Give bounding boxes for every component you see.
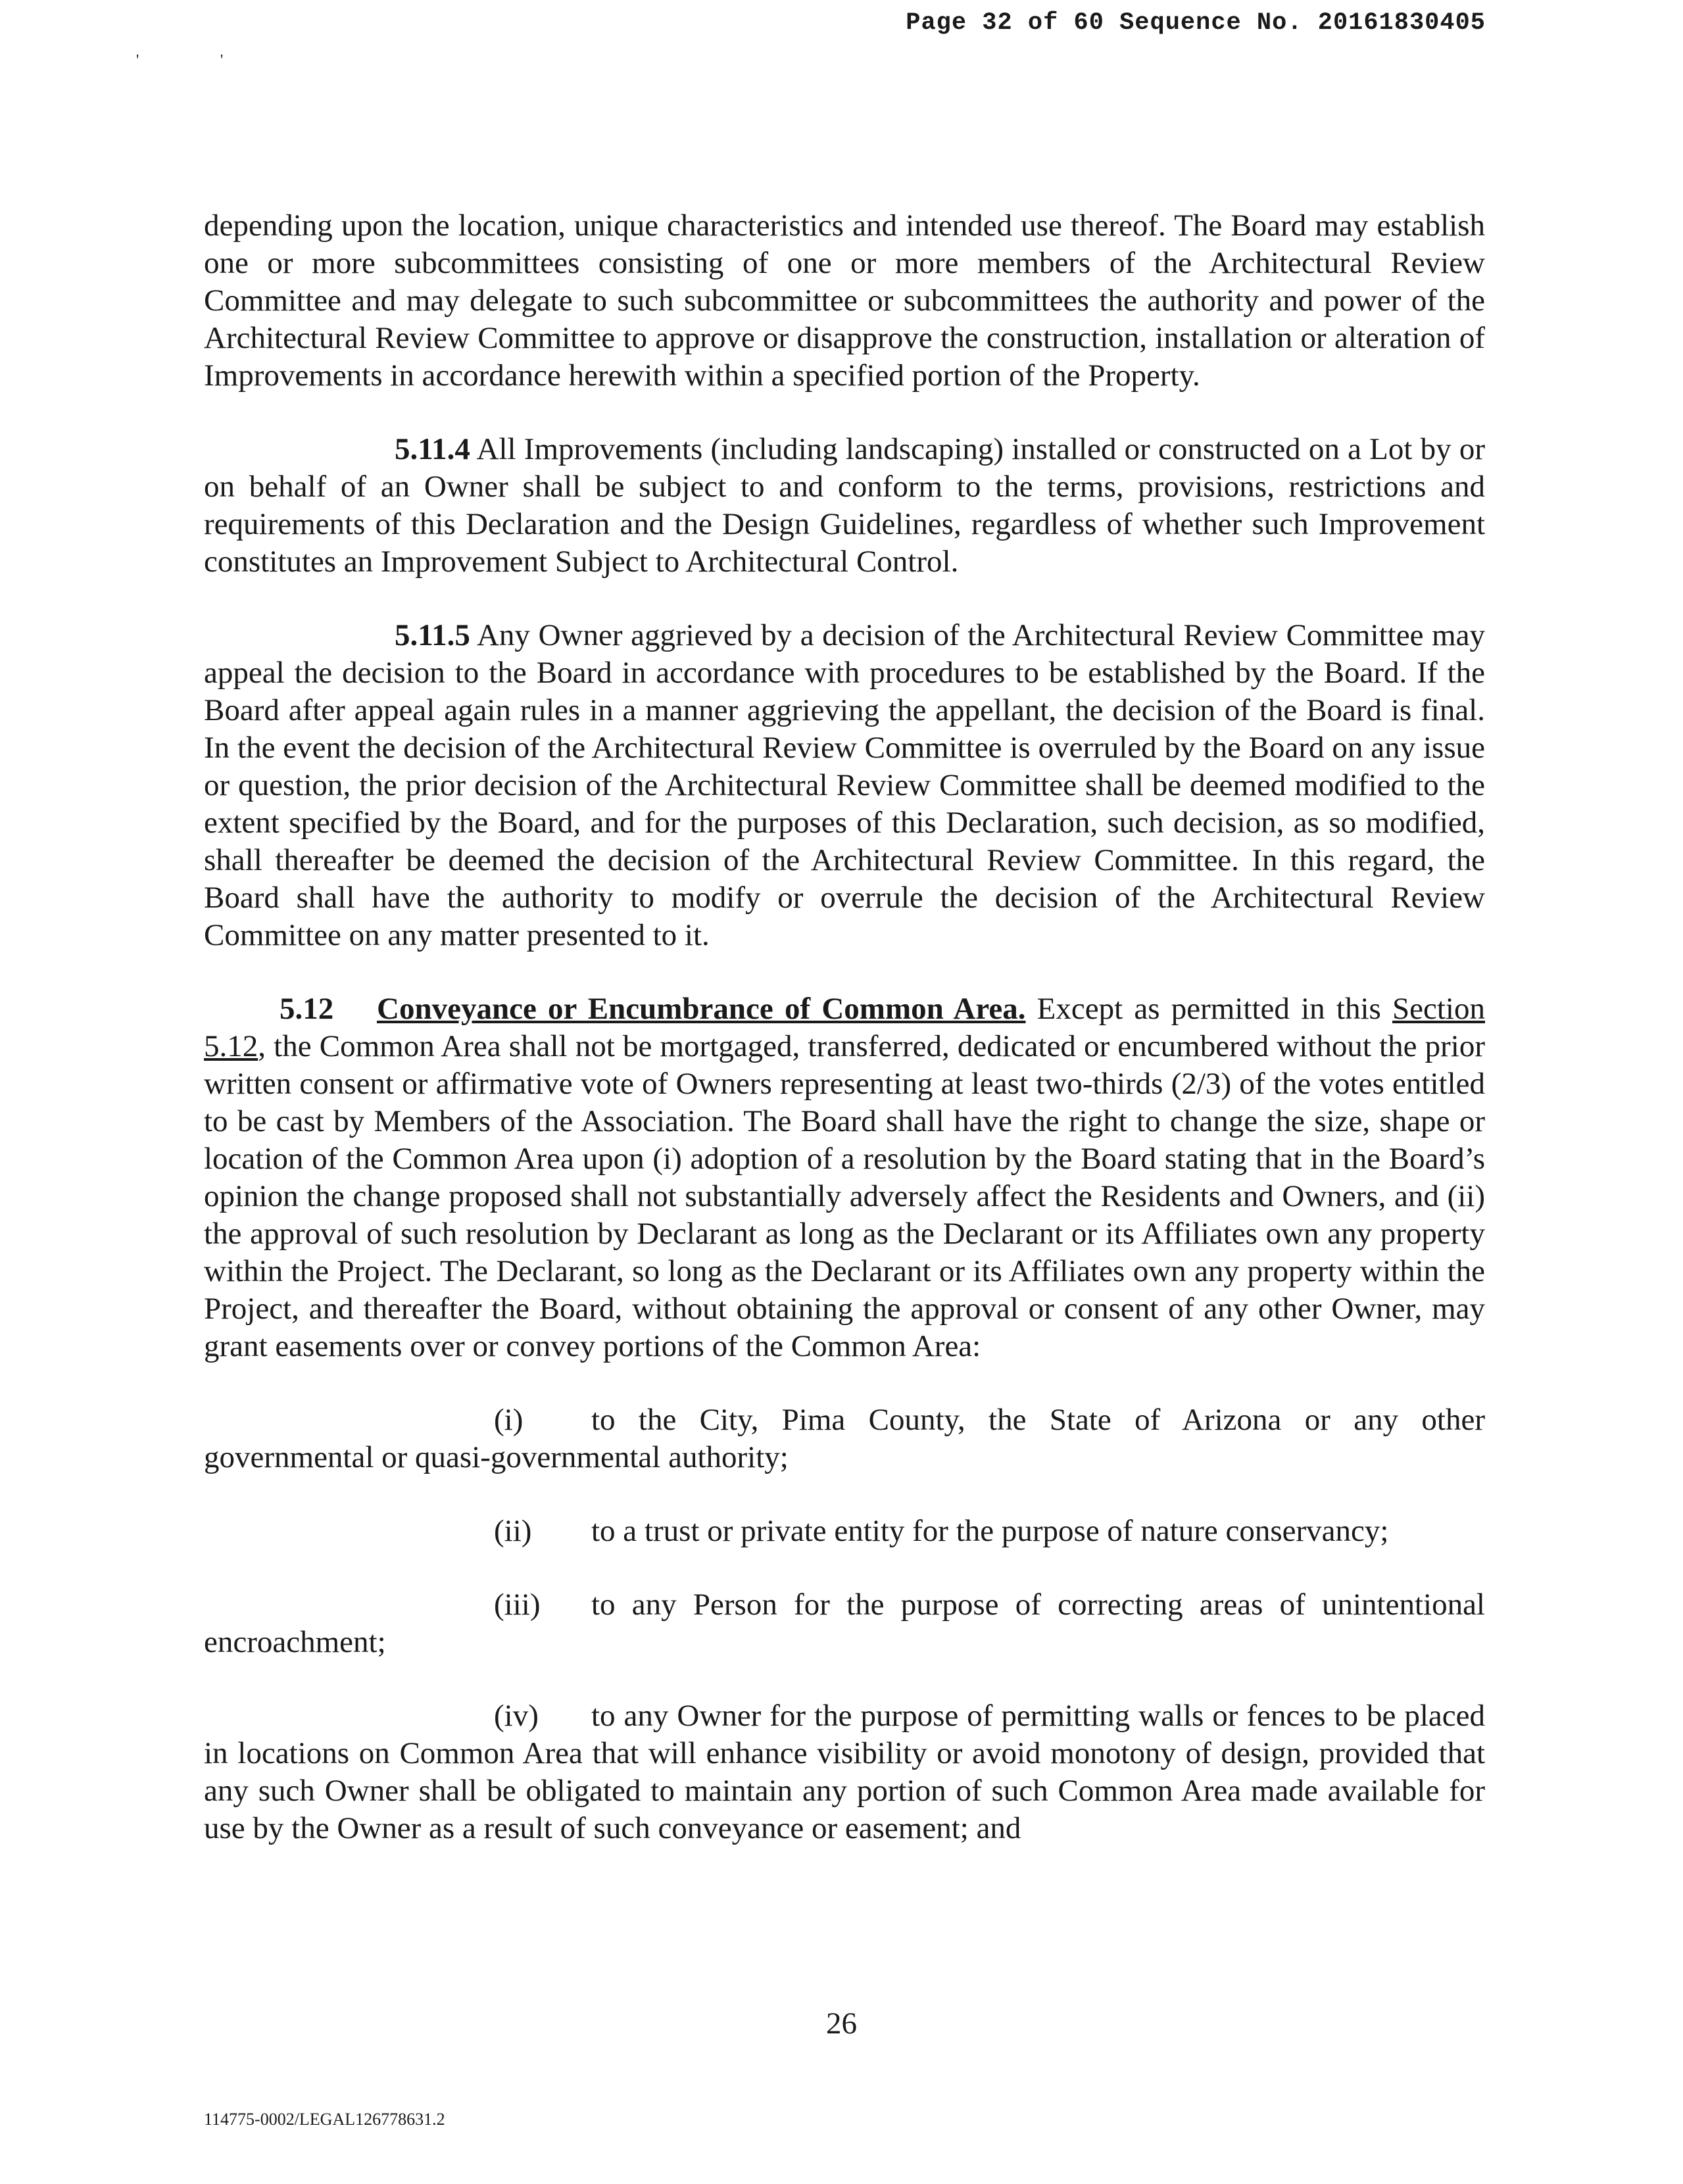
list-item-number: (i) [494, 1403, 524, 1437]
page-number: 26 [826, 2006, 857, 2041]
document-body [204, 207, 1485, 1883]
list-item-text: to any Owner for the purpose of permitting walls or fences to be placed in locations on Common Area that will enhance visibility or avoid monotony of design, provided that any such Owner shall be obligated to maintain any portion of such Common Area made available for use by the Owner as a result of such conveyance or easement; and [204, 1699, 1485, 1845]
list-item-text: to the City, Pima County, the State of Arizona or any other governmental or quasi-governmental authority; [204, 1403, 1485, 1474]
section-text: All Improvements (including landscaping) installed or constructed on a Lot by or on behalf of an Owner shall be subject to and conform to the terms, provisions, restrictions and requirements of this Declaration and the Design Guidelines, regardless of whether such Improvement constitutes an Improvement Subject to Architectural Control. [204, 432, 1485, 579]
list-item-number: (iii) [494, 1588, 541, 1622]
section-5-11-5 [204, 617, 1485, 954]
section-cross-reference: Section 5.12 [204, 992, 1485, 1063]
section-5-12 [204, 990, 1485, 1365]
section-heading: Conveyance or Encumbrance of Common Area. [377, 992, 1026, 1026]
continuation-paragraph: depending upon the location, unique characteristics and intended use thereof. The Board may establish one or more subcommittees consisting of one or more members of the Architectural Review Committee and may delegate to such subcommittee or subcommittees the authority and power of the Architectural Review Committee to approve or disapprove the construction, installation or alteration of Improvements in accordance herewith within a specified portion of the Property. [204, 208, 1485, 393]
section-number: 5.11.5 [395, 618, 470, 652]
document-id: 114775-0002/LEGAL126778631.2 [204, 2110, 445, 2129]
list-item-number: (ii) [494, 1514, 532, 1548]
page-sequence-stamp: Page 32 of 60 Sequence No. 20161830405 [906, 9, 1486, 37]
list-item-i [204, 1401, 1485, 1476]
list-item-text: to any Person for the purpose of correcting areas of unintentional encroachment; [204, 1588, 1485, 1659]
section-number: 5.11.4 [395, 432, 470, 466]
section-text: Except as permitted in this [1025, 992, 1393, 1026]
list-item-iv [204, 1697, 1485, 1847]
scan-mark: ' [220, 52, 224, 69]
section-text: Any Owner aggrieved by a decision of the Architectural Review Committee may appeal the decision to the Board in accordance with procedures to be established by the Board. If the Board after appeal again rules in a manner aggrieving the appellant, the decision of the Board is final. In the event the decision of the Architectural Review Committee is overruled by the Board on any issue or question, the prior decision of the Architectural Review Committee shall be deemed modified to the extent specified by the Board, and for the purposes of this Declaration, such decision, as so modified, shall thereafter be deemed the decision of the Architectural Review Committee. In this regard, the Board shall have the authority to modify or overrule the decision of the Architectural Review Committee on any matter presented to it. [204, 618, 1485, 952]
list-item-number: (iv) [494, 1699, 539, 1733]
scan-mark: ' [136, 52, 139, 69]
section-number: 5.12 [280, 992, 334, 1026]
list-item-ii [204, 1513, 1485, 1550]
list-item-text: to a trust or private entity for the purpose of nature conservancy; [591, 1514, 1389, 1548]
section-5-11-4 [204, 431, 1485, 581]
section-text: , the Common Area shall not be mortgaged, transferred, dedicated or encumbered without the prior written consent or affirmative vote of Owners representing at least two-thirds (2/3) of the votes entitled to be cast by Members of the Association. The Board shall have the right to change the size, shape or location of the Common Area upon (i) adoption of a resolution by the Board stating that in the Board’s opinion the change proposed shall not substantially adversely affect the Residents and Owners, and (ii) the approval of such resolution by Declarant as long as the Declarant or its Affiliates own any property within the Project. The Declarant, so long as the Declarant or its Affiliates own any property within the Project, and thereafter the Board, without obtaining the approval or consent of any other Owner, may grant easements over or convey portions of the Common Area: [204, 1029, 1485, 1363]
list-item-iii [204, 1586, 1485, 1661]
